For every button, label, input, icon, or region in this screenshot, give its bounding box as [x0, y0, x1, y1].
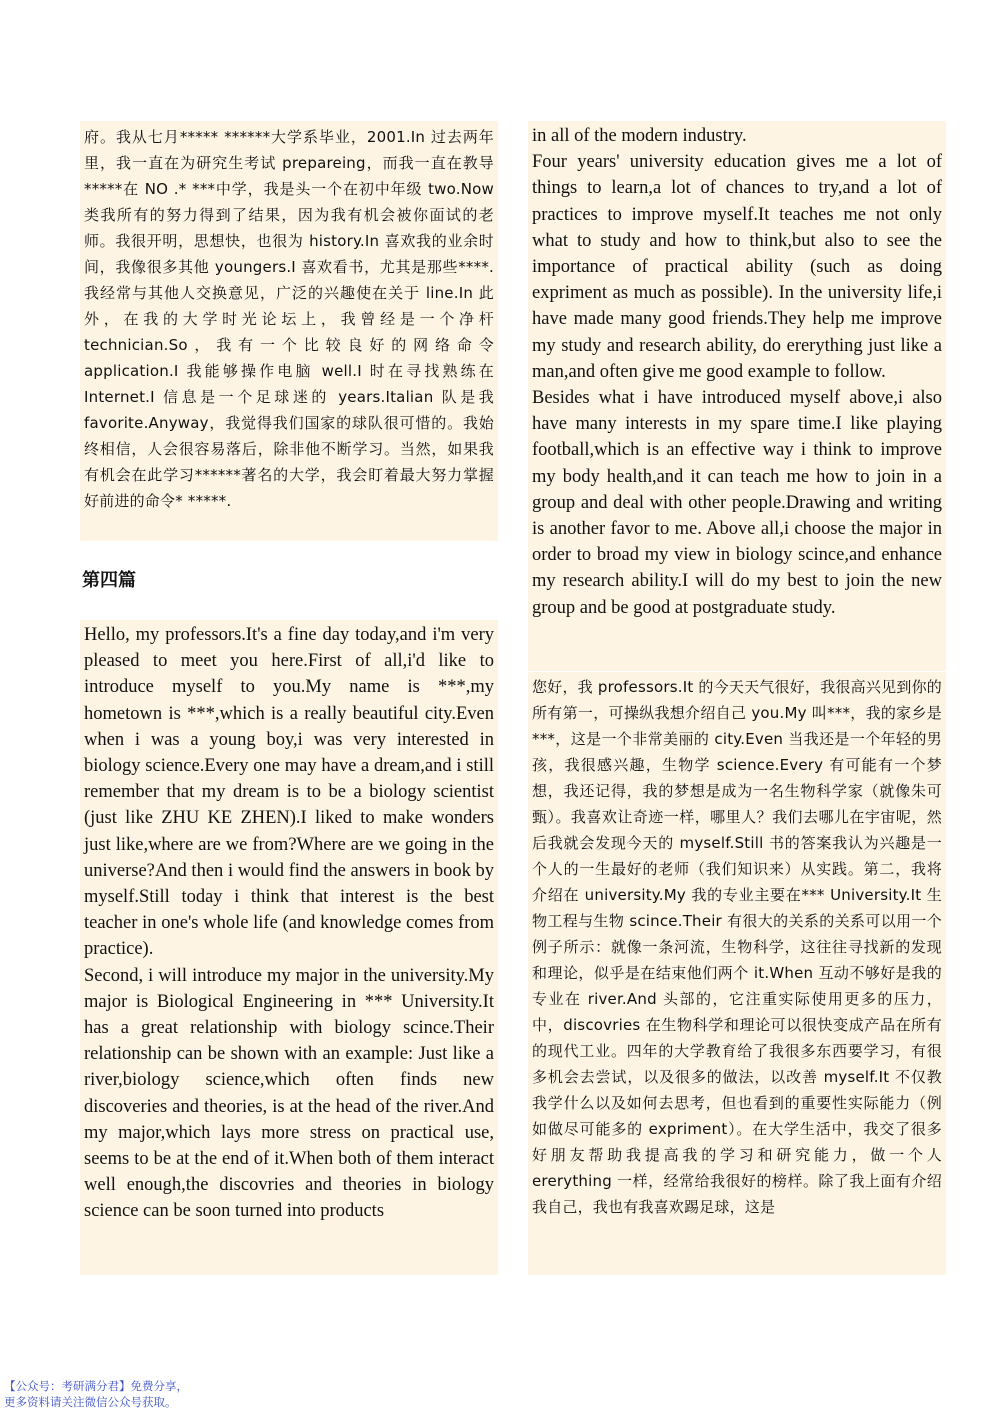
- left-english-paragraph-1: Hello, my professors.It's a fine day today,and i'm very pleased to meet you here.First of all,i'd like to introduce myself to you.My name is ***,my hometown is ***,which is a really beautiful city.Even when i was a young boy,i was very interested in biology science.Every one may have a dream,and i still remember that my dream is to be a biology scientist (just like ZHU KE ZHEN).I liked to make wonders just like,where are we from?Where are we going in the universe?And then i would find the answers in book by myself.Still today i think that interest is the best teacher in one's whole life (and knowledge comes from practice).: [84, 625, 494, 960]
- left-english-block: [80, 620, 498, 1275]
- right-chinese-paragraph: 您好，我 professors.It 的今天天气很好，我很高兴见到你的所有第一，可操纵我想介绍自己 you.My 叫***，我的家乡是***，这是一个非常美丽的 city.Even 当我还是一个年轻的男孩，我很感兴趣，生物学 science.Every 有可能有一个梦想，我还记得，我的梦想是成为一名生物科学家（就像朱可甄）。我喜欢让奇迹一样，哪里人？我们去哪儿在宇宙呢，然后我就会发现今天的 myself.Still 书的答案我认为兴趣是一个人的一生最好的老师（我们知识来）从实践。第二，我将介绍在 university.My 我的专业主要在*** University.It 生物工程与生物 scince.Their 有很大的关系的关系可以用一个例子所示：就像一条河流，生物科学，这往往寻找新的发现和理论，似乎是在结束他们两个 it.When 互动不够好是我的专业在 river.And 头部的，它注重实际使用更多的压力，中，discovries 在生物科学和理论可以很快变成产品在所有的现代工业。四年的大学教育给了我很多东西要学习，有很多机会去尝试，以及很多的做法，以改善 myself.It 不仅教我学什么以及如何去思考，但也看到的重要性实际能力（例如做尽可能多的 expriment）。在大学生活中，我交了很多好朋友帮助我提高我的学习和研究能力，做一个人 ererything 一样，经常给我很好的榜样。除了我上面有介绍我自己，我也有我喜欢踢足球，这是: [532, 678, 942, 1216]
- right-english-paragraph-2: Besides what i have introduced myself above,i also have many interests in my spare time.I like playing football,which is an effective way i think to improve my body health,and it can teach me how to join in a group and deal with other people.Drawing and writing is another favor to me. Above all,i choose the major in order to broad my view in biology scince,and enhance my research ability.I will do my best to join the new group and be good at postgraduate study.: [532, 388, 942, 618]
- left-chinese-paragraph: 府。我从七月***** ******大学系毕业，2001.In 过去两年里，我一直在为研究生考试 prepareing，而我一直在教导*****在 NO .* ***中学，我是头一个在初中年级 two.Now 类我所有的努力得到了结果，因为我有机会被你面试的老师。我很开明，思想快，也很为 history.In 喜欢我的业余时间，我像很多其他 youngers.I 喜欢看书，尤其是那些****.我经常与其他人交换意见，广泛的兴趣使在关于 line.In 此外，在我的大学时光论坛上，我曾经是一个净杆 technician.So，我有一个比较良好的网络命令 application.I 我能够操作电脑 well.I 时在寻找熟练在 Internet.I 信息是一个足球迷的 years.Italian 队是我 favorite.Anyway，我觉得我们国家的球队很可惜的。我始终相信，人会很容易落后，除非他不断学习。当然，如果我有机会在此学习******著名的大学，我会盯着最大努力掌握好前进的命令* *****.: [84, 128, 494, 510]
- right-english-paragraph-0: in all of the modern industry.: [532, 126, 747, 146]
- section-heading: 第四篇: [82, 570, 136, 591]
- left-english-paragraph-2: Second, i will introduce my major in the university.My major is Biological Engineering in *** University.It has a great relationship with biology scince.Their relationship can be shown with an example: Just like a river,biology science,which often finds new discoveries and theories, is at the head of the river.And my major,which lays more stress on practical use, seems to be at the end of it.When both of them interact well enough,the discovries and theories in biology science can be soon turned into products: [84, 965, 494, 1222]
- right-english-block: [528, 121, 946, 671]
- left-chinese-block: [80, 121, 498, 541]
- right-chinese-block: [528, 672, 946, 1275]
- footer-note: [4, 1378, 188, 1410]
- footer-line-2: 更多资料请关注微信公众号获取。: [4, 1395, 177, 1409]
- footer-line-1: 【公众号：考研满分君】免费分享，: [4, 1379, 188, 1393]
- right-english-paragraph-1: Four years' university education gives me a lot of things to learn,a lot of chances to try,and a lot of practices to improve myself.It teaches me not only what to study and how to think,but also to see the importance of practical ability (such as doing expriment as much as possible). In the university life,i have made many good friends.They help me improve my study and research ability, do ererything just like a man,and often give me good example to follow.: [532, 152, 942, 382]
